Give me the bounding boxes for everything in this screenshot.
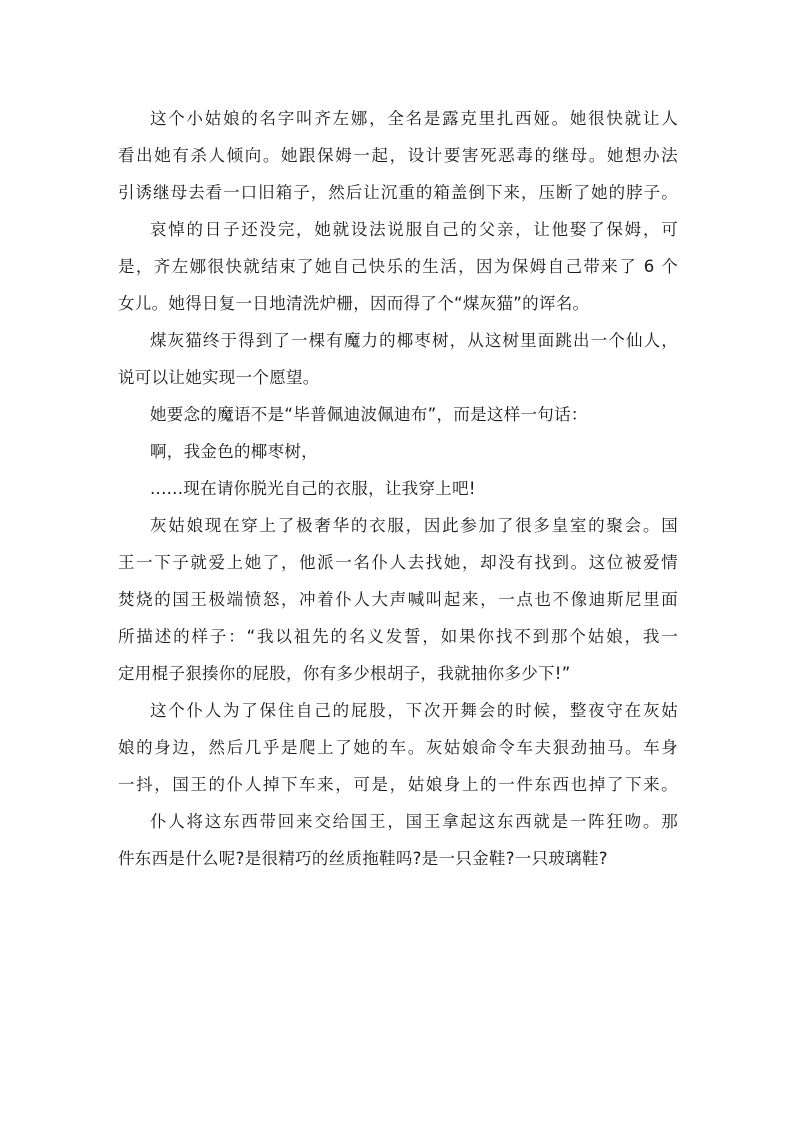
paragraph-5 (118, 433, 678, 470)
paragraph-3 (118, 322, 678, 396)
text-line: 仆人将这东西带回来交给国王，国王拿起这东西就是一阵狂吻。那 (150, 812, 678, 831)
text-line: 王一下子就爱上她了，他派一名仆人去找她，却没有找到。这位被爱情 (118, 553, 678, 572)
text-line: 引诱继母去看一口旧箱子，然后让沉重的箱盖倒下来，压断了她的脖子。 (118, 183, 678, 202)
paragraph-8 (118, 692, 678, 803)
body-text (118, 100, 678, 877)
text-line: 这个小姑娘的名字叫齐左娜，全名是露克里扎西娅。她很快就让人 (150, 109, 678, 128)
text-line: 煤灰猫终于得到了一棵有魔力的椰枣树，从这树里面跳出一个仙人， (150, 331, 678, 350)
text-line: 哀悼的日子还没完，她就设法说服自己的父亲，让他娶了保姆，可 (150, 220, 678, 239)
paragraph-7 (118, 507, 678, 692)
paragraph-1 (118, 100, 678, 211)
text-line: 定用棍子狠揍你的屁股，你有多少根胡子，我就抽你多少下!” (118, 664, 571, 683)
paragraph-2 (118, 211, 678, 322)
text-line: 焚烧的国王极端愤怒，冲着仆人大声喊叫起来，一点也不像迪斯尼里面 (118, 590, 678, 609)
paragraph-9 (118, 803, 678, 877)
text-line: 女儿。她得日复一日地清洗炉栅，因而得了个“煤灰猫”的诨名。 (118, 294, 590, 313)
text-line: ......现在请你脱光自己的衣服，让我穿上吧! (150, 479, 476, 498)
text-line: 娘的身边，然后几乎是爬上了她的车。灰姑娘命令车夫狠劲抽马。车身 (118, 738, 678, 757)
text-line: 一抖，国王的仆人掉下车来，可是，姑娘身上的一件东西也掉了下来。 (118, 775, 678, 794)
text-line: 她要念的魔语不是“毕普佩迪波佩迪布”，而是这样一句话： (150, 405, 588, 424)
text-line: 所描述的样子：“我以祖先的名义发誓，如果你找不到那个姑娘，我一 (118, 627, 678, 646)
paragraph-4 (118, 396, 678, 433)
text-line: 说可以让她实现一个愿望。 (118, 368, 320, 387)
text-line: 这个仆人为了保住自己的屁股，下次开舞会的时候，整夜守在灰姑 (150, 701, 678, 720)
paragraph-6 (118, 470, 678, 507)
text-line: 看出她有杀人倾向。她跟保姆一起，设计要害死恶毒的继母。她想办法 (118, 146, 678, 165)
text-line: 啊，我金色的椰枣树， (150, 442, 318, 461)
text-line: 是，齐左娜很快就结束了她自己快乐的生活，因为保姆自己带来了 6 个 (118, 257, 678, 276)
text-line: 灰姑娘现在穿上了极奢华的衣服，因此参加了很多皇室的聚会。国 (150, 516, 678, 535)
text-line: 件东西是什么呢?是很精巧的丝质拖鞋吗?是一只金鞋?一只玻璃鞋? (118, 849, 608, 868)
